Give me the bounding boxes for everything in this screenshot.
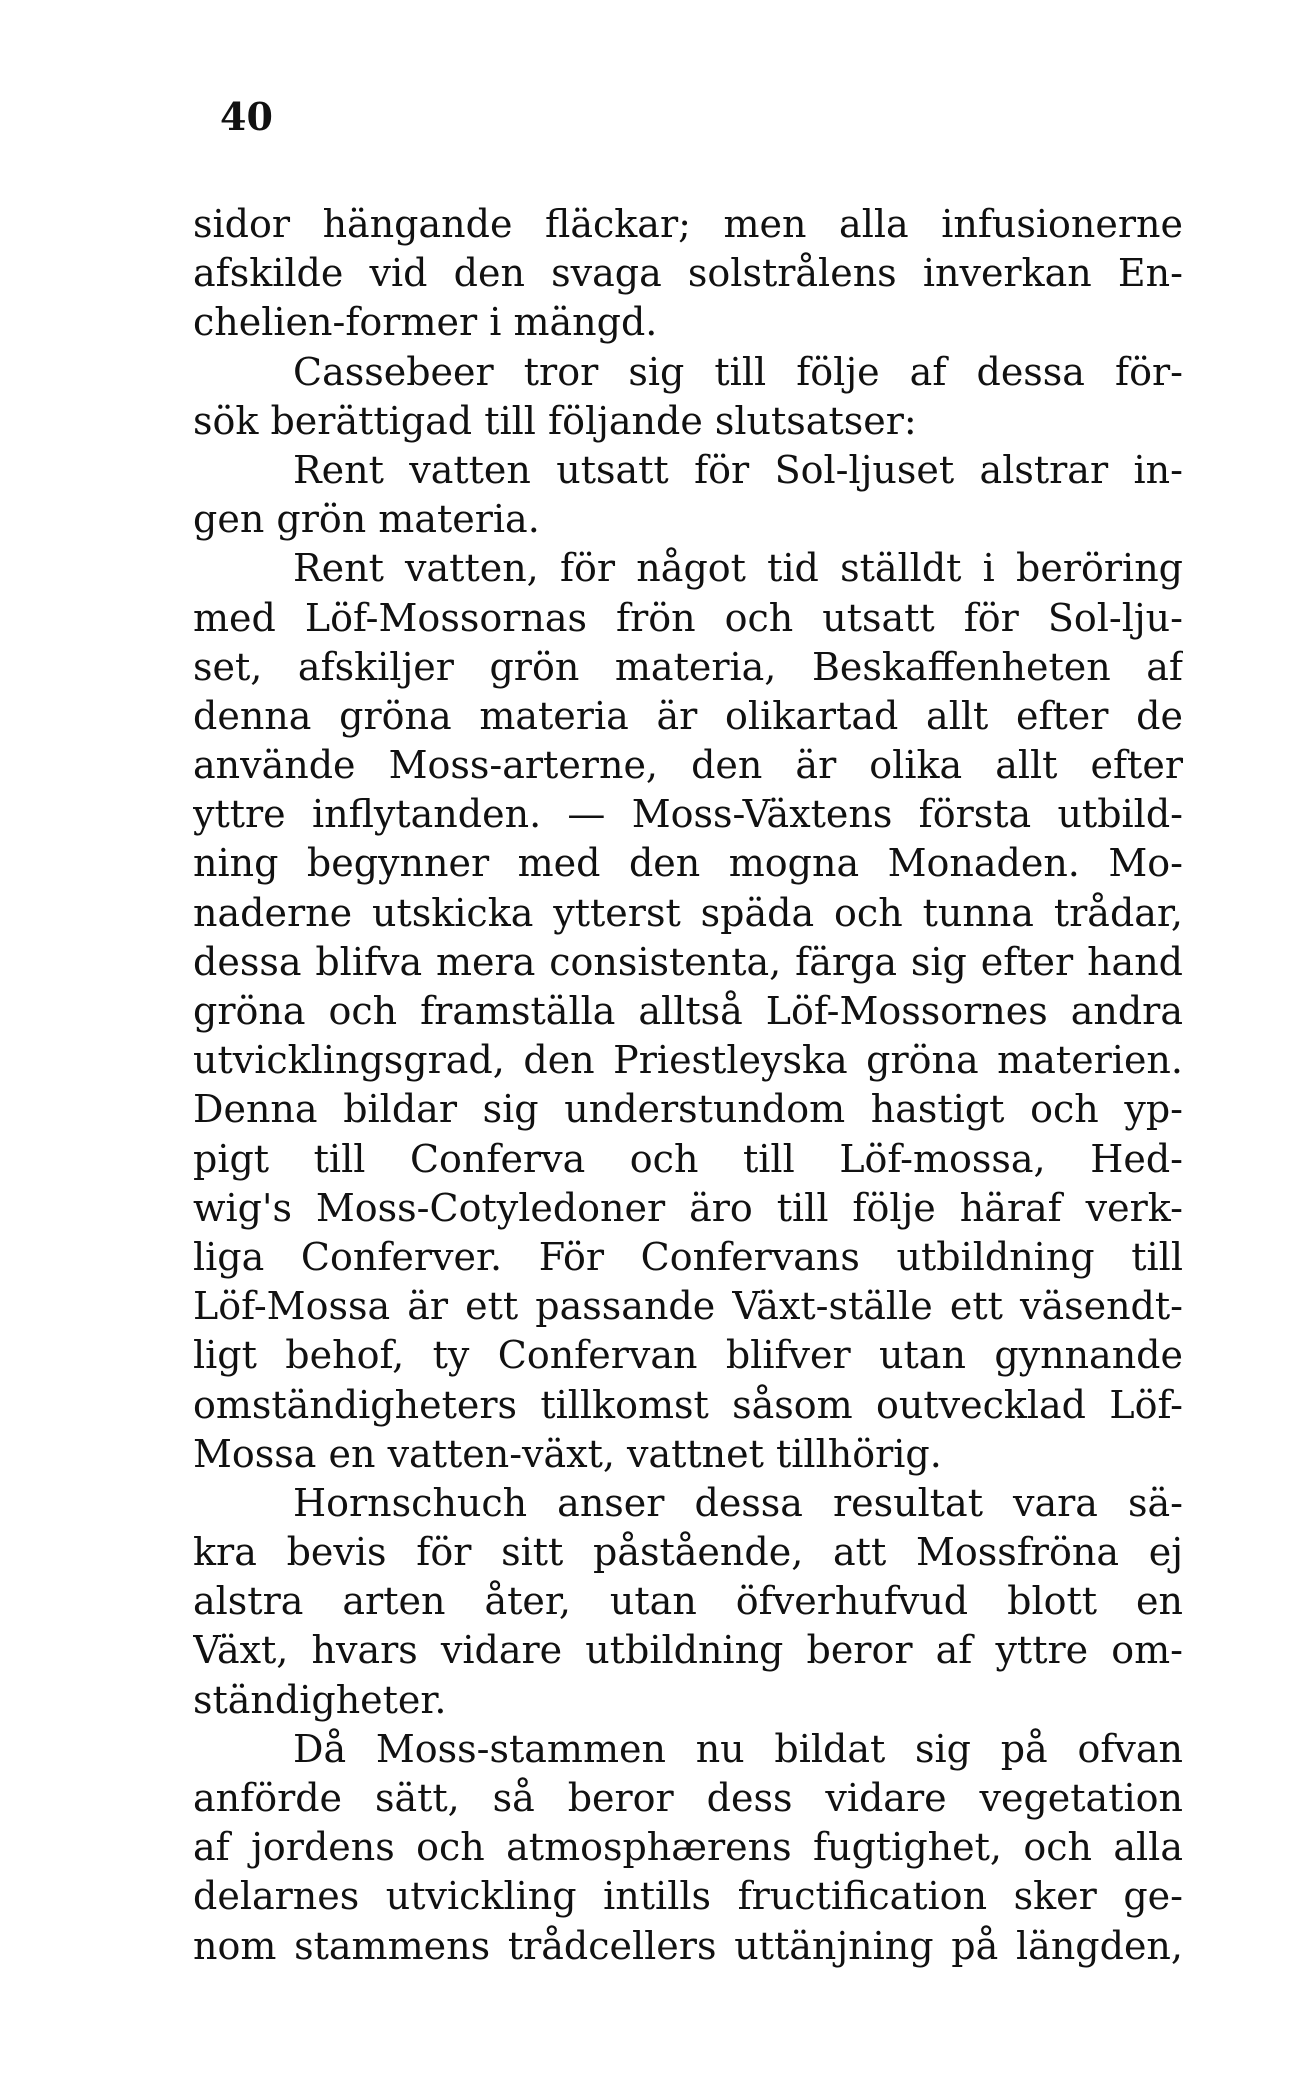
text-line: gröna och framställa alltså Löf-Mossornes andra xyxy=(193,989,1183,1033)
text-line: Växt, hvars vidare utbildning beror af yttre om- xyxy=(193,1628,1183,1673)
text-line: yttre inflytanden. — Moss-Växtens första utbild- xyxy=(193,792,1183,837)
text-line: wig's Moss-Cotyledoner äro till följe häraf verk- xyxy=(193,1185,1183,1230)
text-line: Denna bildar sig understundom hastigt och yp- xyxy=(193,1087,1183,1132)
text-line: denna gröna materia är olikartad allt efter de xyxy=(193,693,1183,738)
text-line: pigt till Conferva och till Löf-mossa, Hed- xyxy=(193,1136,1183,1181)
text-line: alstra arten åter, utan öfverhufvud blott en xyxy=(193,1579,1183,1624)
text-line: gen grön materia. xyxy=(193,497,540,542)
text-line: afskilde vid den svaga solstrålens inverkan En- xyxy=(193,251,1183,296)
text-line: Mossa en vatten-växt, vattnet tillhörig. xyxy=(193,1431,942,1476)
text-line: sök berättigad till följande slutsatser: xyxy=(193,398,917,443)
text-line: naderne utskicka ytterst späda och tunna trådar, xyxy=(193,890,1183,935)
text-line: nom stammens trådcellers uttänjning på längden, xyxy=(193,1923,1183,1968)
text-line: ning begynner med den mogna Monaden. Mo- xyxy=(193,841,1183,886)
body-text xyxy=(193,200,1183,1971)
text-line: Då Moss-stammen nu bildat sig på ofvan xyxy=(293,1726,1183,1771)
text-line: utvicklingsgrad, den Priestleyska gröna materien. xyxy=(193,1038,1183,1083)
text-line: med Löf-Mossornas frön och utsatt för Sol-lju- xyxy=(193,595,1183,640)
text-line: ständigheter. xyxy=(193,1677,447,1722)
text-line: omständigheters tillkomst såsom outvecklad Löf- xyxy=(193,1382,1183,1427)
text-line: kra bevis för sitt påstående, att Mossfröna ej xyxy=(193,1530,1183,1575)
text-line: dessa blifva mera consistenta, färga sig efter hand xyxy=(193,939,1183,984)
text-line: Rent vatten utsatt för Sol-ljuset alstrar in- xyxy=(293,447,1183,492)
text-line: sidor hängande fläckar; men alla infusionerne xyxy=(193,202,1183,246)
text-line: ligt behof, ty Confervan blifver utan gynnande xyxy=(193,1333,1183,1378)
page-number: 40 xyxy=(220,94,273,139)
text-line: Rent vatten, för något tid ställdt i beröring xyxy=(293,546,1183,591)
text-line: Hornschuch anser dessa resultat vara sä- xyxy=(293,1480,1183,1525)
text-line: liga Conferver. För Confervans utbildning till xyxy=(193,1234,1183,1279)
text-line: af jordens och atmosphærens fugtighet, och alla xyxy=(193,1825,1183,1870)
text-line: använde Moss-arterne, den är olika allt efter xyxy=(193,743,1183,788)
text-line: Cassebeer tror sig till följe af dessa för- xyxy=(293,349,1183,394)
text-line: set, afskiljer grön materia, Beskaffenheten af xyxy=(193,644,1183,689)
text-line: delarnes utvickling intills fructification sker ge- xyxy=(193,1874,1183,1919)
text-line: chelien-former i mängd. xyxy=(193,300,658,345)
text-line: anförde sätt, så beror dess vidare vegetation xyxy=(193,1776,1183,1820)
text-line: Löf-Mossa är ett passande Växt-ställe ett väsendt- xyxy=(193,1284,1183,1329)
